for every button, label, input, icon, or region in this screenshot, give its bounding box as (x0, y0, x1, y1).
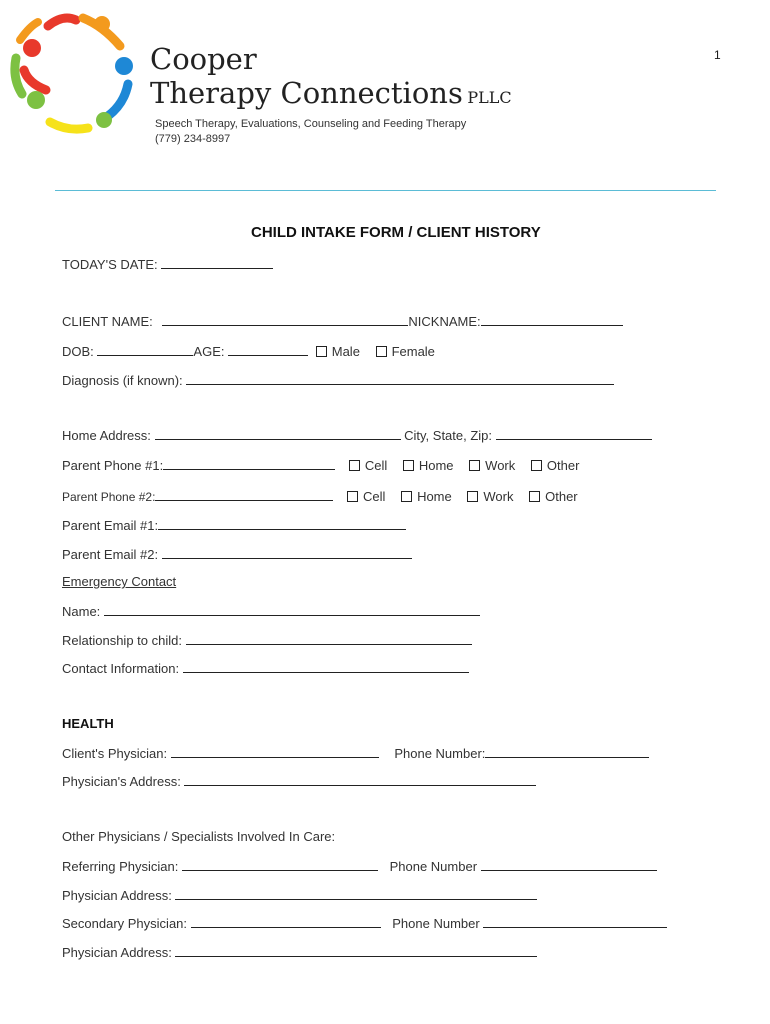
dob-label: DOB: (62, 344, 94, 359)
city-state-zip-label: City, State, Zip: (404, 428, 493, 443)
phone1-other-label: Other (546, 458, 580, 473)
physician-address2-field[interactable] (175, 943, 537, 957)
phone-number-label-2: Phone Number (389, 859, 478, 874)
phone2-home-checkbox[interactable] (401, 491, 412, 502)
referring-physician-label: Referring Physician: (62, 859, 179, 874)
clients-physician-phone-field[interactable] (485, 744, 649, 758)
phone2-cell-checkbox[interactable] (347, 491, 358, 502)
parent-email1-label: Parent Email #1: (62, 518, 159, 533)
phone2-work-checkbox[interactable] (467, 491, 478, 502)
brand-name-main: Therapy Connections (150, 76, 463, 110)
brand-name-line1: Cooper (150, 42, 257, 76)
health-heading: HEALTH (62, 716, 114, 731)
client-name-label: CLIENT NAME: (62, 314, 153, 329)
brand-name-line2 (150, 76, 512, 110)
phone2-other-checkbox[interactable] (529, 491, 540, 502)
parent-phone2-label: Parent Phone #2: (62, 490, 156, 504)
physician-address1-field[interactable] (175, 886, 537, 900)
female-checkbox[interactable] (376, 346, 387, 357)
age-label: AGE: (193, 344, 225, 359)
todays-date-field[interactable] (161, 255, 273, 269)
home-address-field[interactable] (155, 426, 401, 440)
phone2-home-label: Home (417, 489, 452, 504)
home-address-row (62, 426, 652, 443)
nickname-label: NICKNAME: (408, 314, 481, 329)
parent-email1-field[interactable] (158, 516, 406, 530)
emergency-contact-info-field[interactable] (183, 659, 469, 673)
parent-phone2-field[interactable] (155, 487, 333, 501)
parent-phone2-row (62, 487, 578, 504)
clients-physician-row (62, 744, 649, 761)
page-number: 1 (714, 48, 721, 62)
parent-email2-label: Parent Email #2: (62, 547, 159, 562)
male-checkbox[interactable] (316, 346, 327, 357)
phone1-work-checkbox[interactable] (469, 460, 480, 471)
referring-physician-field[interactable] (182, 857, 378, 871)
emergency-contact-info-label: Contact Information: (62, 661, 180, 676)
emergency-name-label: Name: (62, 604, 101, 619)
brand-tagline: Speech Therapy, Evaluations, Counseling and Feeding Therapy (155, 118, 467, 130)
physician-address1-row (62, 886, 537, 903)
parent-email1-row (62, 516, 406, 533)
parent-email2-row (62, 545, 412, 562)
phone1-home-checkbox[interactable] (403, 460, 414, 471)
physicians-address-field[interactable] (184, 772, 536, 786)
brand-suffix: PLLC (467, 88, 512, 107)
dob-field[interactable] (97, 342, 193, 356)
diagnosis-row (62, 371, 614, 388)
secondary-physician-field[interactable] (191, 914, 381, 928)
clients-physician-field[interactable] (171, 744, 379, 758)
parent-phone1-label: Parent Phone #1: (62, 458, 164, 473)
physician-address-label-2: Physician Address: (62, 945, 172, 960)
emergency-name-field[interactable] (104, 602, 480, 616)
phone2-work-label: Work (483, 489, 514, 504)
logo-ring-icon (8, 8, 138, 138)
parent-phone1-field[interactable] (163, 456, 335, 470)
physicians-address-row (62, 772, 536, 789)
emergency-relationship-label: Relationship to child: (62, 633, 182, 648)
nickname-field[interactable] (481, 312, 623, 326)
secondary-physician-label: Secondary Physician: (62, 916, 188, 931)
phone1-other-checkbox[interactable] (531, 460, 542, 471)
header-divider (55, 190, 716, 191)
secondary-physician-row (62, 914, 667, 931)
diagnosis-label: Diagnosis (if known): (62, 373, 183, 388)
todays-date-row (62, 255, 273, 272)
clients-physician-label: Client's Physician: (62, 746, 168, 761)
phone-number-label-3: Phone Number (392, 916, 480, 931)
emergency-relationship-row (62, 631, 472, 648)
referring-physician-row (62, 857, 657, 874)
phone1-work-label: Work (485, 458, 516, 473)
phone1-cell-checkbox[interactable] (349, 460, 360, 471)
parent-email2-field[interactable] (162, 545, 412, 559)
secondary-physician-phone-field[interactable] (483, 914, 667, 928)
phone2-other-label: Other (545, 489, 578, 504)
emergency-contact-heading: Emergency Contact (62, 574, 177, 589)
city-state-zip-field[interactable] (496, 426, 652, 440)
physician-address-label-1: Physician Address: (62, 888, 172, 903)
todays-date-label: TODAY'S DATE: (62, 257, 158, 272)
age-field[interactable] (228, 342, 308, 356)
physician-address2-row (62, 943, 537, 960)
female-option-label: Female (391, 344, 435, 359)
form-title: CHILD INTAKE FORM / CLIENT HISTORY (251, 224, 541, 241)
client-name-row (62, 312, 623, 329)
other-physicians-label: Other Physicians / Specialists Involved In Care: (62, 829, 336, 844)
dob-row (62, 342, 435, 359)
phone1-cell-label: Cell (364, 458, 388, 473)
emergency-contact-info-row (62, 659, 469, 676)
brand-phone: (779) 234-8997 (155, 133, 231, 145)
phone2-cell-label: Cell (363, 489, 386, 504)
phone1-home-label: Home (418, 458, 454, 473)
phone-number-label-1: Phone Number: (394, 746, 486, 761)
diagnosis-field[interactable] (186, 371, 614, 385)
physicians-address-label: Physician's Address: (62, 774, 181, 789)
parent-phone1-row (62, 456, 579, 473)
male-option-label: Male (331, 344, 360, 359)
emergency-relationship-field[interactable] (186, 631, 472, 645)
client-name-field[interactable] (162, 312, 408, 326)
referring-physician-phone-field[interactable] (481, 857, 657, 871)
home-address-label: Home Address: (62, 428, 151, 443)
emergency-name-row (62, 602, 480, 619)
